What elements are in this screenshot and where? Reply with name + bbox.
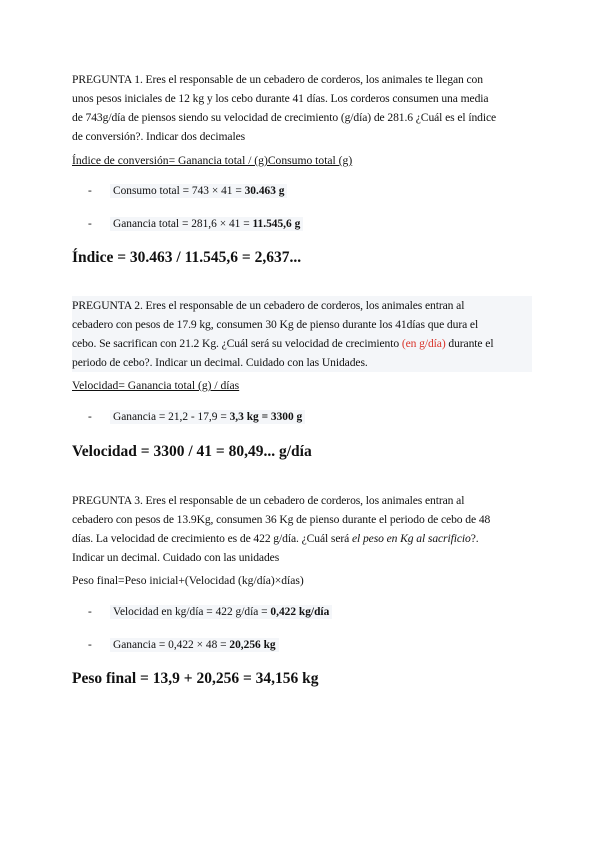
q3-b2-text: Ganancia = 0,422 × 48 = bbox=[113, 639, 230, 651]
q3-emphasis: el peso en Kg al sacrificio bbox=[352, 532, 471, 545]
q1-line: unos pesos iniciales de 12 kg y los cebo durante 41 días. Los corderos consumen una media bbox=[72, 92, 489, 105]
q1-bullet-ganancia bbox=[88, 216, 303, 232]
q1-statement bbox=[72, 70, 532, 146]
q3-b1-text: Velocidad en kg/día = 422 g/día = bbox=[113, 606, 271, 618]
q2-line bbox=[72, 334, 532, 353]
q2-line: periodo de cebo?. Indicar un decimal. Cuidado con las Unidades. bbox=[72, 356, 368, 369]
q3-formula: Peso final=Peso inicial+(Velocidad (kg/día)×días) bbox=[72, 574, 304, 587]
q1-formula: Índice de conversión= Ganancia total / (g)Consumo total (g) bbox=[72, 154, 353, 167]
bullet-dash: - bbox=[88, 185, 92, 197]
bullet-dash: - bbox=[88, 606, 92, 618]
q2-line3-end: durante el bbox=[445, 337, 494, 350]
q2-b1-text: Ganancia = 21,2 - 17,9 = bbox=[113, 411, 230, 423]
q3-bullet-velocidad bbox=[88, 604, 332, 620]
q2-statement bbox=[72, 296, 532, 372]
q3-line3-text: días. La velocidad de crecimiento es de 422 g/día. ¿Cuál será bbox=[72, 532, 352, 545]
q1-b1-value: 30.463 g bbox=[244, 185, 285, 197]
q2-formula: Velocidad= Ganancia total (g) / días bbox=[72, 379, 240, 392]
q3-line: Indicar un decimal. Cuidado con las unidades bbox=[72, 551, 280, 564]
q3-b1-value: 0,422 kg/día bbox=[270, 606, 330, 618]
q3-line: cebadero con pesos de 13.9Kg, consumen 36 Kg de pienso durante el periodo de cebo de 48 bbox=[72, 513, 491, 526]
q3-statement bbox=[72, 491, 532, 567]
q1-line: de 743g/día de piensos siendo su velocidad de crecimiento (g/día) de 281.6 ¿Cuál es el índice bbox=[72, 111, 497, 124]
q1-line: PREGUNTA 1. Eres el responsable de un cebadero de corderos, los animales te llegan con bbox=[72, 73, 483, 86]
bullet-dash: - bbox=[88, 411, 92, 423]
q3-result: Peso final = 13,9 + 20,256 = 34,156 kg bbox=[72, 670, 319, 687]
q1-b2-text: Ganancia total = 281,6 × 41 = bbox=[113, 218, 253, 230]
q3-b2-value: 20,256 kg bbox=[229, 639, 276, 651]
bullet-dash: - bbox=[88, 639, 92, 651]
q3-line bbox=[72, 529, 532, 548]
q2-line3-text: cebo. Se sacrifican con 21.2 Kg. ¿Cuál será su velocidad de crecimiento bbox=[72, 337, 402, 350]
bullet-dash: - bbox=[88, 218, 92, 230]
q1-b1-text: Consumo total = 743 × 41 = bbox=[113, 185, 245, 197]
q3-line: PREGUNTA 3. Eres el responsable de un cebadero de corderos, los animales entran al bbox=[72, 494, 465, 507]
q1-b2-value: 11.545,6 g bbox=[252, 218, 301, 230]
q2-line: PREGUNTA 2. Eres el responsable de un cebadero de corderos, los animales entran al bbox=[72, 299, 465, 312]
q3-line3-end: ?. bbox=[470, 532, 479, 545]
q2-result: Velocidad = 3300 / 41 = 80,49... g/día bbox=[72, 443, 312, 460]
q2-b1-value: 3,3 kg = 3300 g bbox=[229, 411, 303, 423]
q2-line: cebadero con pesos de 17.9 kg, consumen 30 Kg de pienso durante los 41días que dura el bbox=[72, 318, 479, 331]
q3-bullet-ganancia bbox=[88, 637, 279, 653]
q1-line: de conversión?. Indicar dos decimales bbox=[72, 130, 246, 143]
q2-unit-highlight: (en g/día) bbox=[401, 337, 446, 350]
q1-result: Índice = 30.463 / 11.545,6 = 2,637... bbox=[72, 249, 302, 266]
q1-bullet-consumo bbox=[88, 183, 287, 199]
q2-bullet-ganancia bbox=[88, 409, 305, 425]
